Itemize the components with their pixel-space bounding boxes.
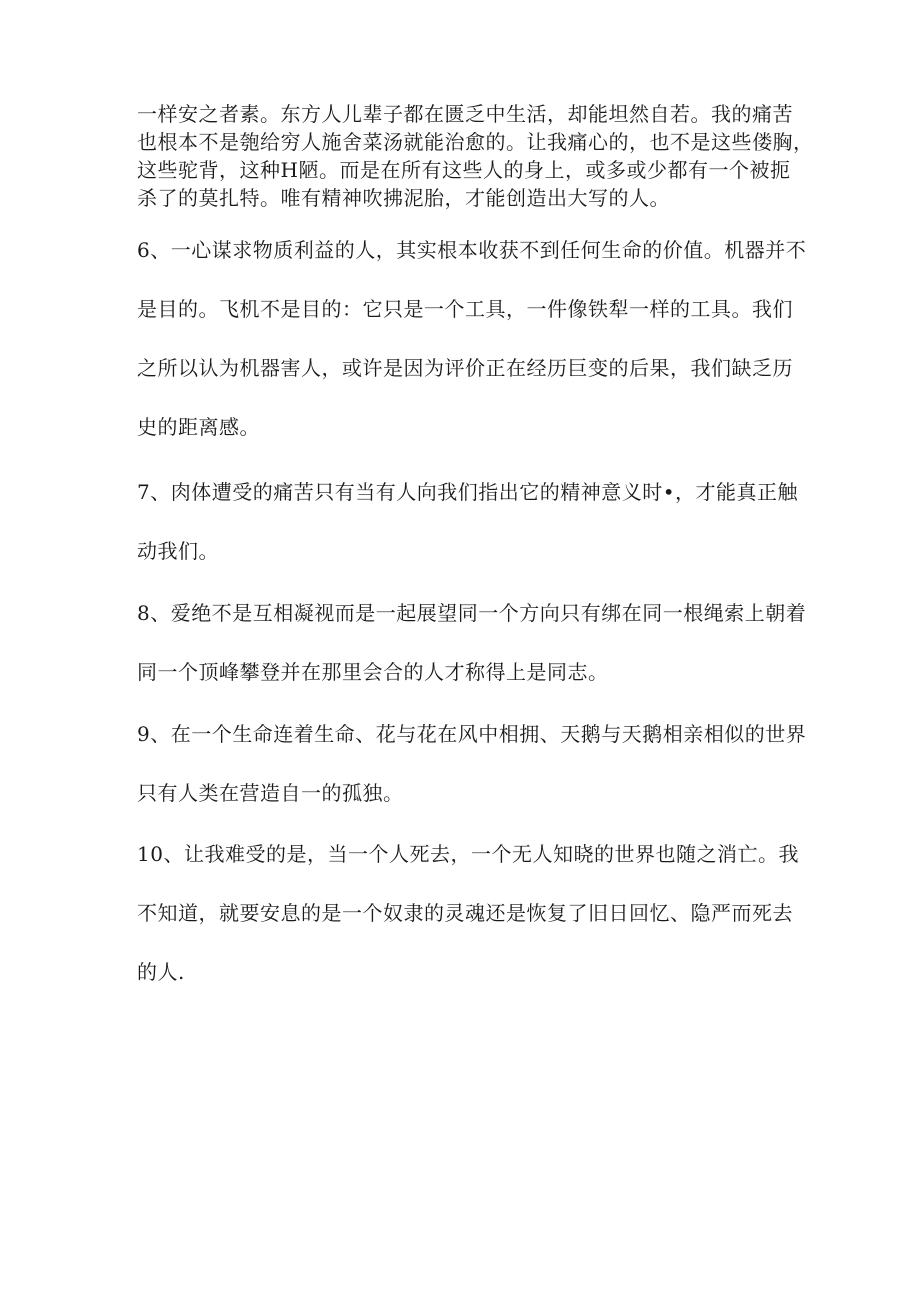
text-line: 的人. (137, 960, 185, 984)
text-line: 也根本不是匏给穷人施舍菜汤就能治愈的。让我痛心的，也不是这些偻胸， (137, 130, 814, 154)
text-line: 7、肉体遭受的痛苦只有当有人向我们指出它的精神意义时•，才能真正触 (137, 480, 799, 504)
text-line: 杀了的莫扎特。唯有精神吹拂泥胎，才能创造出大写的人。 (137, 186, 670, 210)
text-line: 只有人类在营造自一的孤独。 (137, 781, 404, 805)
text-line: 这些驼背，这种H陋。而是在所有这些人的身上，或多或少都有一个被扼 (137, 158, 791, 182)
text-line: 之所以认为机器害人，或许是因为评价正在经历巨变的后果，我们缺乏历 (137, 356, 793, 380)
text-line: 9、在一个生命连着生命、花与花在风中相拥、天鹅与天鹅相亲相似的世界 (137, 722, 807, 746)
text-line: 不知道，就要安息的是一个奴隶的灵魂还是恢复了旧日回忆、隐严而死去 (137, 901, 793, 925)
text-line: 是目的。飞机不是目的：它只是一个工具，一件像铁犁一样的工具。我们 (137, 297, 793, 321)
text-line: 一样安之者素。东方人儿辈子都在匮乏中生活，却能坦然自若。我的痛苦 (137, 102, 793, 126)
text-line: 史的距离感。 (137, 415, 260, 439)
text-line: 10、让我难受的是，当一个人死去，一个无人知晓的世界也随之消亡。我 (137, 842, 799, 866)
text-line: 动我们。 (137, 539, 219, 563)
text-line: 8、爱绝不是互相凝视而是一起展望同一个方向只有绑在同一根绳索上朝着 (137, 601, 807, 625)
text-line: 同一个顶峰攀登并在那里会合的人才称得上是同志。 (137, 660, 609, 684)
text-line: 6、一心谋求物质利益的人，其实根本收获不到任何生命的价值。机器并不 (137, 238, 807, 262)
